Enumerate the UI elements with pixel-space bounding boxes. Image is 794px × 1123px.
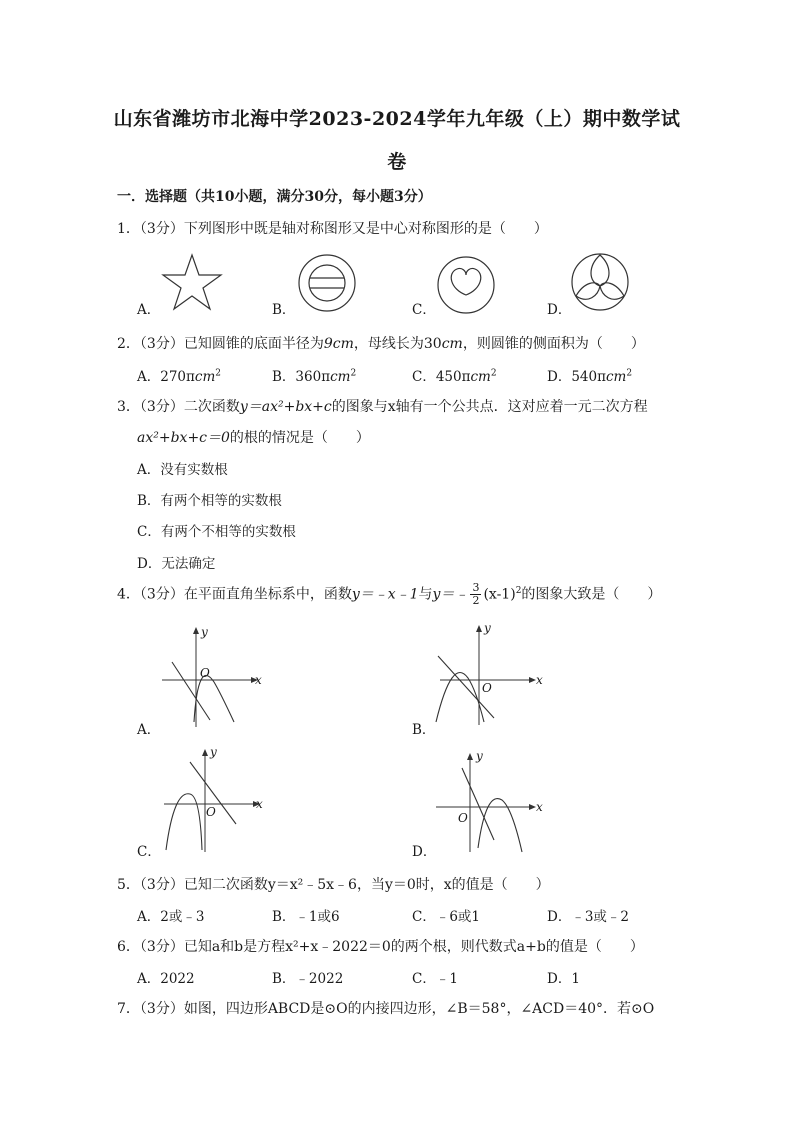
q3-function: y＝ax²+bx+c xyxy=(239,399,332,415)
q6-option-a: A．2022 xyxy=(137,971,195,987)
question-6-stem: 6．（3分）已知a和b是方程x²+x﹣2022＝0的两个根，则代数式a+b的值是（ ） xyxy=(117,939,644,955)
q1-option-b-label: B． xyxy=(272,302,296,318)
q1-option-d-label: D． xyxy=(547,302,572,318)
question-7-stem: 7．（3分）如图，四边形ABCD是⊙O的内接四边形，∠B＝58°，∠ACD＝40°．若⊙O xyxy=(117,1001,655,1017)
q5-option-c: C．﹣6或1 xyxy=(412,909,481,925)
q6-option-b: B．﹣2022 xyxy=(272,971,344,987)
question-5-stem: 5．（3分）已知二次函数y＝x²﹣5x﹣6，当y＝0时，x的值是（ ） xyxy=(117,877,550,893)
q2-stem-mid: ，母线长为 xyxy=(353,336,424,352)
page-title-continued: 卷 xyxy=(387,151,407,173)
q2-radius: 9 xyxy=(323,336,333,352)
svg-text:O: O xyxy=(206,805,216,819)
q4-graph-b xyxy=(432,620,547,730)
q6-option-d: D．1 xyxy=(547,971,580,987)
q2-slant: 30 xyxy=(423,336,442,352)
five-pointed-star-icon xyxy=(160,252,224,312)
q4-graph-a xyxy=(158,622,268,732)
q3-option-b: B．有两个相等的实数根 xyxy=(137,493,282,509)
q3-option-c: C．有两个不相等的实数根 xyxy=(137,524,296,540)
q5-option-d: D．﹣3或﹣2 xyxy=(547,909,630,925)
svg-text:x: x xyxy=(536,673,543,687)
svg-text:y: y xyxy=(484,621,491,635)
svg-text:x: x xyxy=(536,800,543,814)
q5-option-b: B．﹣1或6 xyxy=(272,909,340,925)
question-1-stem: 1．（3分）下列图形中既是轴对称图形又是中心对称图形的是（ ） xyxy=(117,221,548,237)
q3-option-d: D．无法确定 xyxy=(137,556,216,572)
question-3-stem-line2: ax²+bx+c＝0的根的情况是（ ） xyxy=(137,430,370,446)
q4-option-c-label: C． xyxy=(137,844,161,860)
q4-linear-function: y＝﹣x﹣1 xyxy=(351,586,419,603)
svg-text:y: y xyxy=(201,625,208,639)
svg-text:y: y xyxy=(210,745,217,759)
q2-stem-after: ，则圆锥的侧面积为（ ） xyxy=(462,336,645,352)
question-2-stem xyxy=(117,333,645,353)
q2-option-c: C．450πcm$^2$ xyxy=(412,368,497,385)
question-4-stem: 4．（3分）在平面直角坐标系中，函数y＝﹣x﹣1与y＝﹣ $\frac{3}{2}$ $(x-1)^2$的图象大致是（ ） xyxy=(117,581,662,607)
q4-graph-c xyxy=(160,744,270,856)
svg-text:x: x xyxy=(255,673,262,687)
page-title: 山东省潍坊市北海中学2023-2024学年九年级（上）期中数学试 xyxy=(113,108,681,130)
svg-text:y: y xyxy=(476,749,483,763)
banded-circle-icon xyxy=(297,253,357,313)
q3-equation: ax²+bx+c＝0 xyxy=(137,430,230,446)
q6-option-c: C．﹣1 xyxy=(412,971,458,987)
svg-text:O: O xyxy=(200,666,210,680)
q4-option-b-label: B． xyxy=(412,722,436,738)
q2-stem-before: 2．（3分）已知圆锥的底面半径为 xyxy=(117,336,324,352)
svg-text:O: O xyxy=(482,681,492,695)
section-heading: 一．选择题（共10小题，满分30分，每小题3分） xyxy=(117,189,432,205)
q1-option-c-label: C． xyxy=(412,302,436,318)
three-petal-circle-icon xyxy=(570,252,630,312)
svg-text:x: x xyxy=(256,797,263,811)
q4-graph-d xyxy=(432,748,547,856)
q1-option-a-label: A． xyxy=(137,302,161,318)
q4-option-a-label: A． xyxy=(137,722,161,738)
q2-option-a: A．270πcm$^2$ xyxy=(137,368,221,385)
question-3-stem-line1: 3．（3分）二次函数y＝ax²+bx+c的图象与x轴有一个公共点．这对应着一元二次方程 xyxy=(117,399,648,415)
heart-circle-icon xyxy=(436,255,496,315)
q2-option-d: D．540πcm$^2$ xyxy=(547,368,633,385)
q3-option-a: A．没有实数根 xyxy=(137,462,228,478)
svg-text:O: O xyxy=(458,811,468,825)
q2-radius-unit: cm xyxy=(332,336,354,352)
q2-option-b: B．360πcm$^2$ xyxy=(272,368,357,385)
q5-option-a: A．2或﹣3 xyxy=(137,909,205,925)
q4-option-d-label: D． xyxy=(412,844,437,860)
q2-slant-unit: cm xyxy=(441,336,463,352)
q4-fraction: $\frac{3}{2}$ xyxy=(472,581,480,607)
